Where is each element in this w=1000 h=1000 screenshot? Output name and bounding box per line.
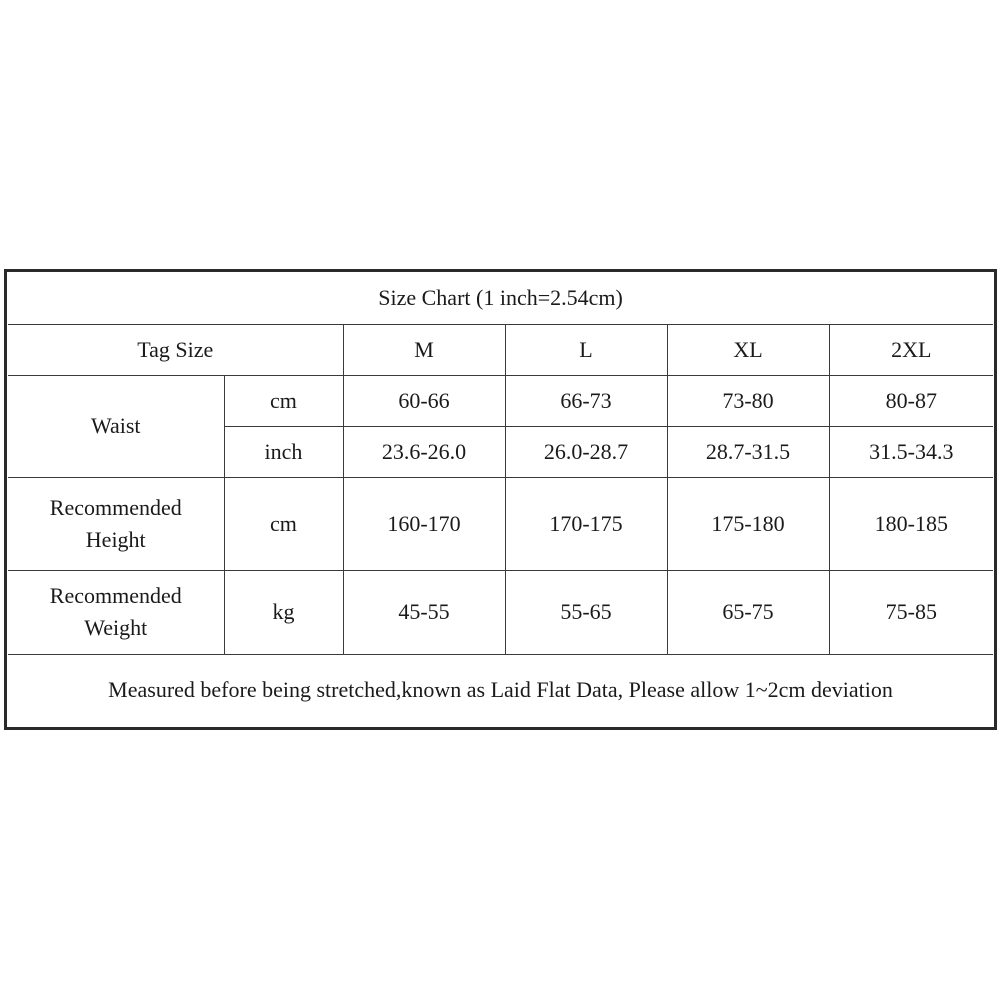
weight-label: [8, 570, 224, 654]
waist-cm-2xl: 80-87: [829, 375, 993, 426]
height-label-line2: Height: [85, 526, 146, 552]
measurement-note: Measured before being stretched,known as Laid Flat Data, Please allow 1~2cm deviation: [8, 654, 993, 726]
size-chart-table: [8, 273, 993, 726]
size-header-m: M: [343, 324, 505, 375]
weight-l: 55-65: [505, 570, 667, 654]
waist-inch-unit: inch: [224, 426, 343, 477]
waist-inch-2xl: 31.5-34.3: [829, 426, 993, 477]
tag-size-row: [8, 324, 993, 375]
weight-xl: 65-75: [667, 570, 829, 654]
waist-cm-xl: 73-80: [667, 375, 829, 426]
tag-size-label: Tag Size: [8, 324, 343, 375]
weight-label-line1: Recommended: [49, 583, 182, 608]
waist-cm-unit: cm: [224, 375, 343, 426]
waist-label: Waist: [8, 375, 224, 477]
weight-2xl: 75-85: [829, 570, 993, 654]
weight-row: [8, 570, 993, 654]
weight-label-line2: Weight: [84, 615, 148, 640]
height-l: 170-175: [505, 477, 667, 570]
title-row: [8, 273, 993, 324]
size-header-l: L: [505, 324, 667, 375]
note-row: [8, 654, 993, 726]
waist-cm-row: [8, 375, 993, 426]
height-m: 160-170: [343, 477, 505, 570]
size-header-xl: XL: [667, 324, 829, 375]
size-chart-frame: [4, 269, 997, 730]
height-xl: 175-180: [667, 477, 829, 570]
height-label: [8, 477, 224, 570]
waist-inch-l: 26.0-28.7: [505, 426, 667, 477]
height-row: [8, 477, 993, 570]
waist-cm-l: 66-73: [505, 375, 667, 426]
height-unit: cm: [224, 477, 343, 570]
waist-inch-m: 23.6-26.0: [343, 426, 505, 477]
weight-m: 45-55: [343, 570, 505, 654]
chart-title: Size Chart (1 inch=2.54cm): [8, 273, 993, 324]
size-header-2xl: 2XL: [829, 324, 993, 375]
waist-cm-m: 60-66: [343, 375, 505, 426]
weight-unit: kg: [224, 570, 343, 654]
height-2xl: 180-185: [829, 477, 993, 570]
waist-inch-xl: 28.7-31.5: [667, 426, 829, 477]
height-label-line1: Recommended: [49, 494, 182, 520]
